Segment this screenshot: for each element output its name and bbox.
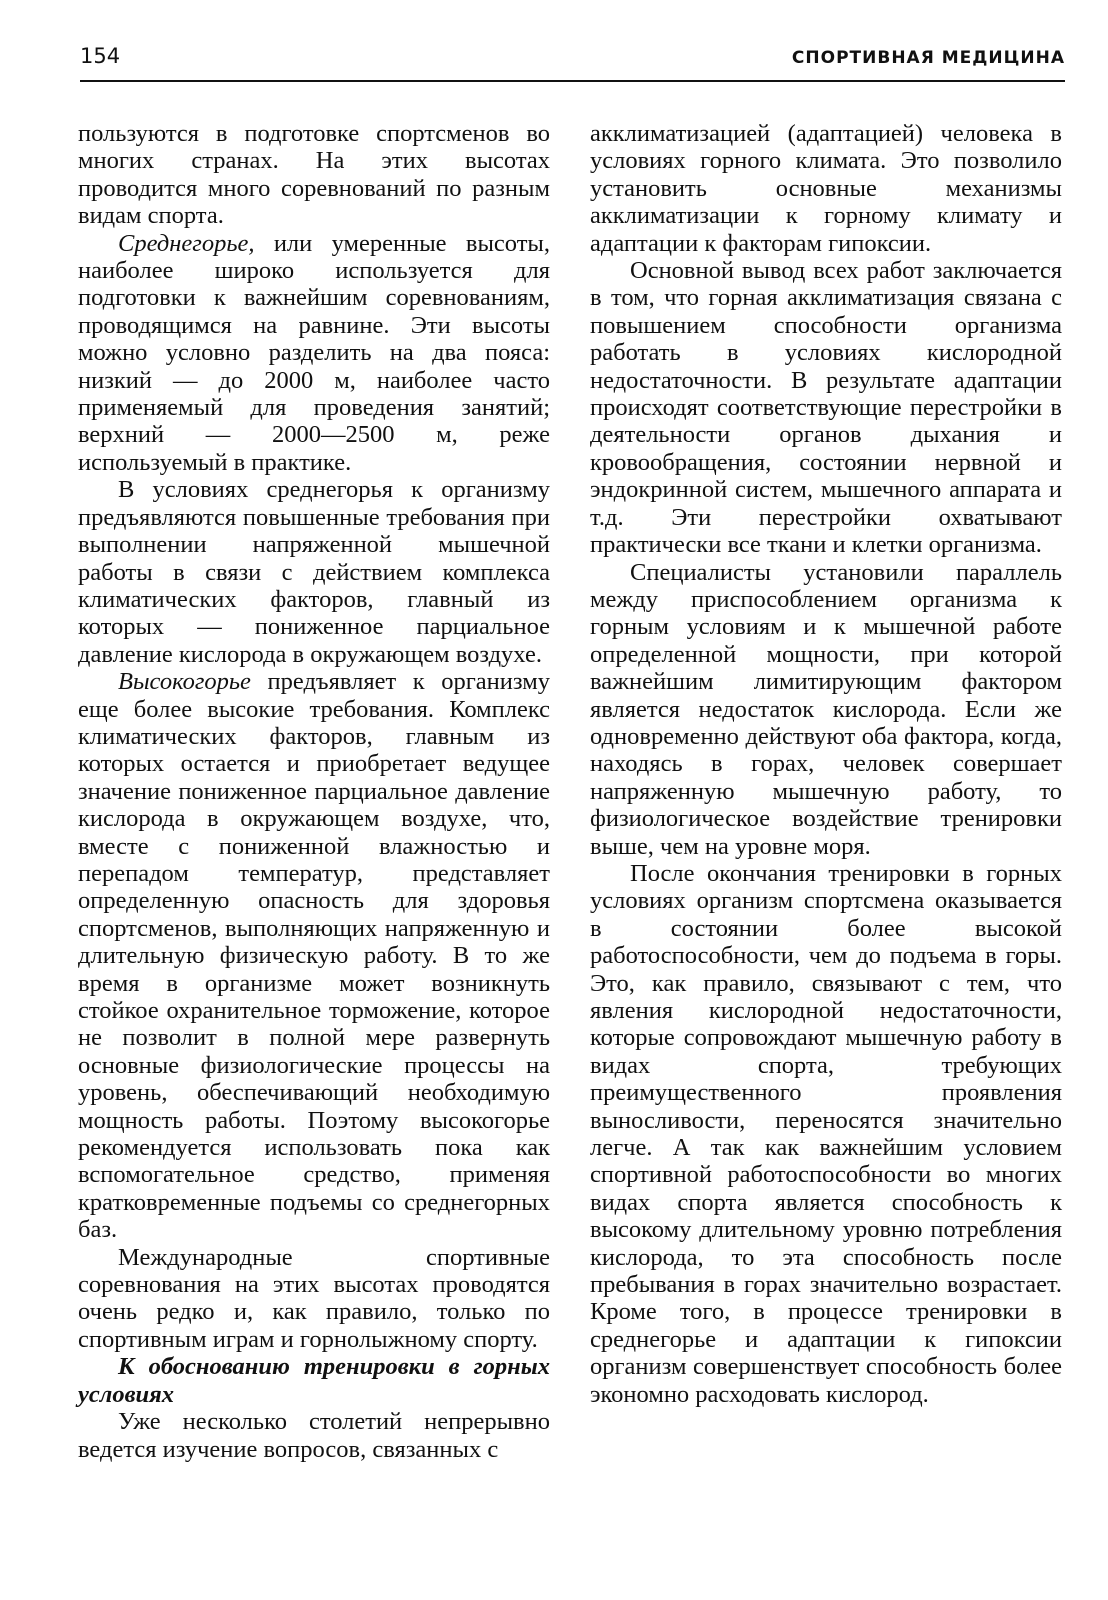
paragraph-text: предъявляет к организму еще более высокие требования. Комплекс климатических факторов, главным из которых остается и приобретает ведущее значение пониженное парциальное давление кислорода в окружающем воздухе, что, вместе с пониженной влажностью и перепадом температур, представляет определенную опасность для здоровья спортсменов, выполняющих напряженную и длительную физическую работу. В то же время в организме может возникнуть стойкое охранительное торможение, которое не позволит в полной мере развернуть основные физиологические процессы на уровень, обеспечивающий необходимую мощность работы. Поэтому высокогорье рекомендуется использовать пока как вспомогательное средство, применяя кратковременные подъемы со среднегорных баз. — [78, 668, 550, 1244]
paragraph: В условиях среднегорья к организму предъявляются повышенные требования при выполнении напряженной мышечной работы в связи с действием комплекса климатических факторов, главный из которых — пониженное парциальное давление кислорода в окружающем воздухе. — [78, 476, 550, 668]
section-heading: К обоснованию тренировки в горных условиях — [78, 1353, 550, 1408]
term-italic: Высокогорье — [118, 668, 251, 696]
paragraph: Основной вывод всех работ заключается в том, что горная акклиматизация связана с повышением способности организма работать в условиях кислородной недостаточности. В результате адаптации происходят соответствующие перестройки в деятельности органов дыхания и кровообращения, состоянии нервной и эндокринной систем, мышечного аппарата и т.д. Эти перестройки охватывают практически все ткани и клетки организма. — [590, 257, 1062, 559]
page-number: 154 — [80, 44, 121, 68]
right-column — [590, 120, 1062, 1408]
term-italic: Среднегорье, — [118, 229, 255, 257]
page-header — [80, 42, 1065, 82]
paragraph: Уже несколько столетий непрерывно ведется изучение вопросов, связанных с — [78, 1408, 550, 1463]
paragraph: После окончания тренировки в горных условиях организм спортсмена оказывается в состоянии более высокой работоспособности, чем до подъема в горы. Это, как правило, связывают с тем, что явления кислородной недостаточности, которые сопровождают мышечную работу в видах спорта, требующих преимущественного проявления выносливости, переносятся значительно легче. А так как важнейшим условием спортивной работоспособности во многих видах спорта является способность к высокому длительному уровню потребления кислорода, то эта способность после пребывания в горах значительно возрастает. Кроме того, в процессе тренировки в среднегорье и адаптации к гипоксии организм совершенствует способность более экономно расходовать кислород. — [590, 859, 1062, 1408]
paragraph: Специалисты установили параллель между приспособлением организма к горным условиям и к мышечной работе определенной мощности, при которой важнейшим лимитирующим фактором является недостаток кислорода. Если же одновременно действуют оба фактора, когда, находясь в горах, человек совершает напряженную мышечную работу, то физиологическое воздействие тренировки выше, чем на уровне моря. — [590, 558, 1062, 860]
running-title: СПОРТИВНАЯ МЕДИЦИНА — [791, 48, 1065, 68]
paragraph — [78, 668, 550, 1244]
paragraph: акклиматизацией (адаптацией) человека в условиях горного климата. Это позволило установить основные механизмы акклиматизации к горному климату и адаптации к факторам гипоксии. — [590, 120, 1062, 257]
paragraph — [78, 230, 550, 477]
left-column — [78, 120, 550, 1463]
paragraph-text: или умеренные высоты, наиболее широко используется для подготовки к важнейшим соревнованиям, проводящимся на равнине. Эти высоты можно условно разделить на два пояса: низкий — до 2000 м, наиболее часто применяемый для проведения занятий; верхний — 2000—2500 м, реже используемый в практике. — [78, 229, 550, 476]
paragraph: пользуются в подготовке спортсменов во многих странах. На этих высотах проводится много соревнований по разным видам спорта. — [78, 120, 550, 230]
paragraph: Международные спортивные соревнования на этих высотах проводятся очень редко и, как правило, только по спортивным играм и горнолыжному спорту. — [78, 1243, 550, 1353]
